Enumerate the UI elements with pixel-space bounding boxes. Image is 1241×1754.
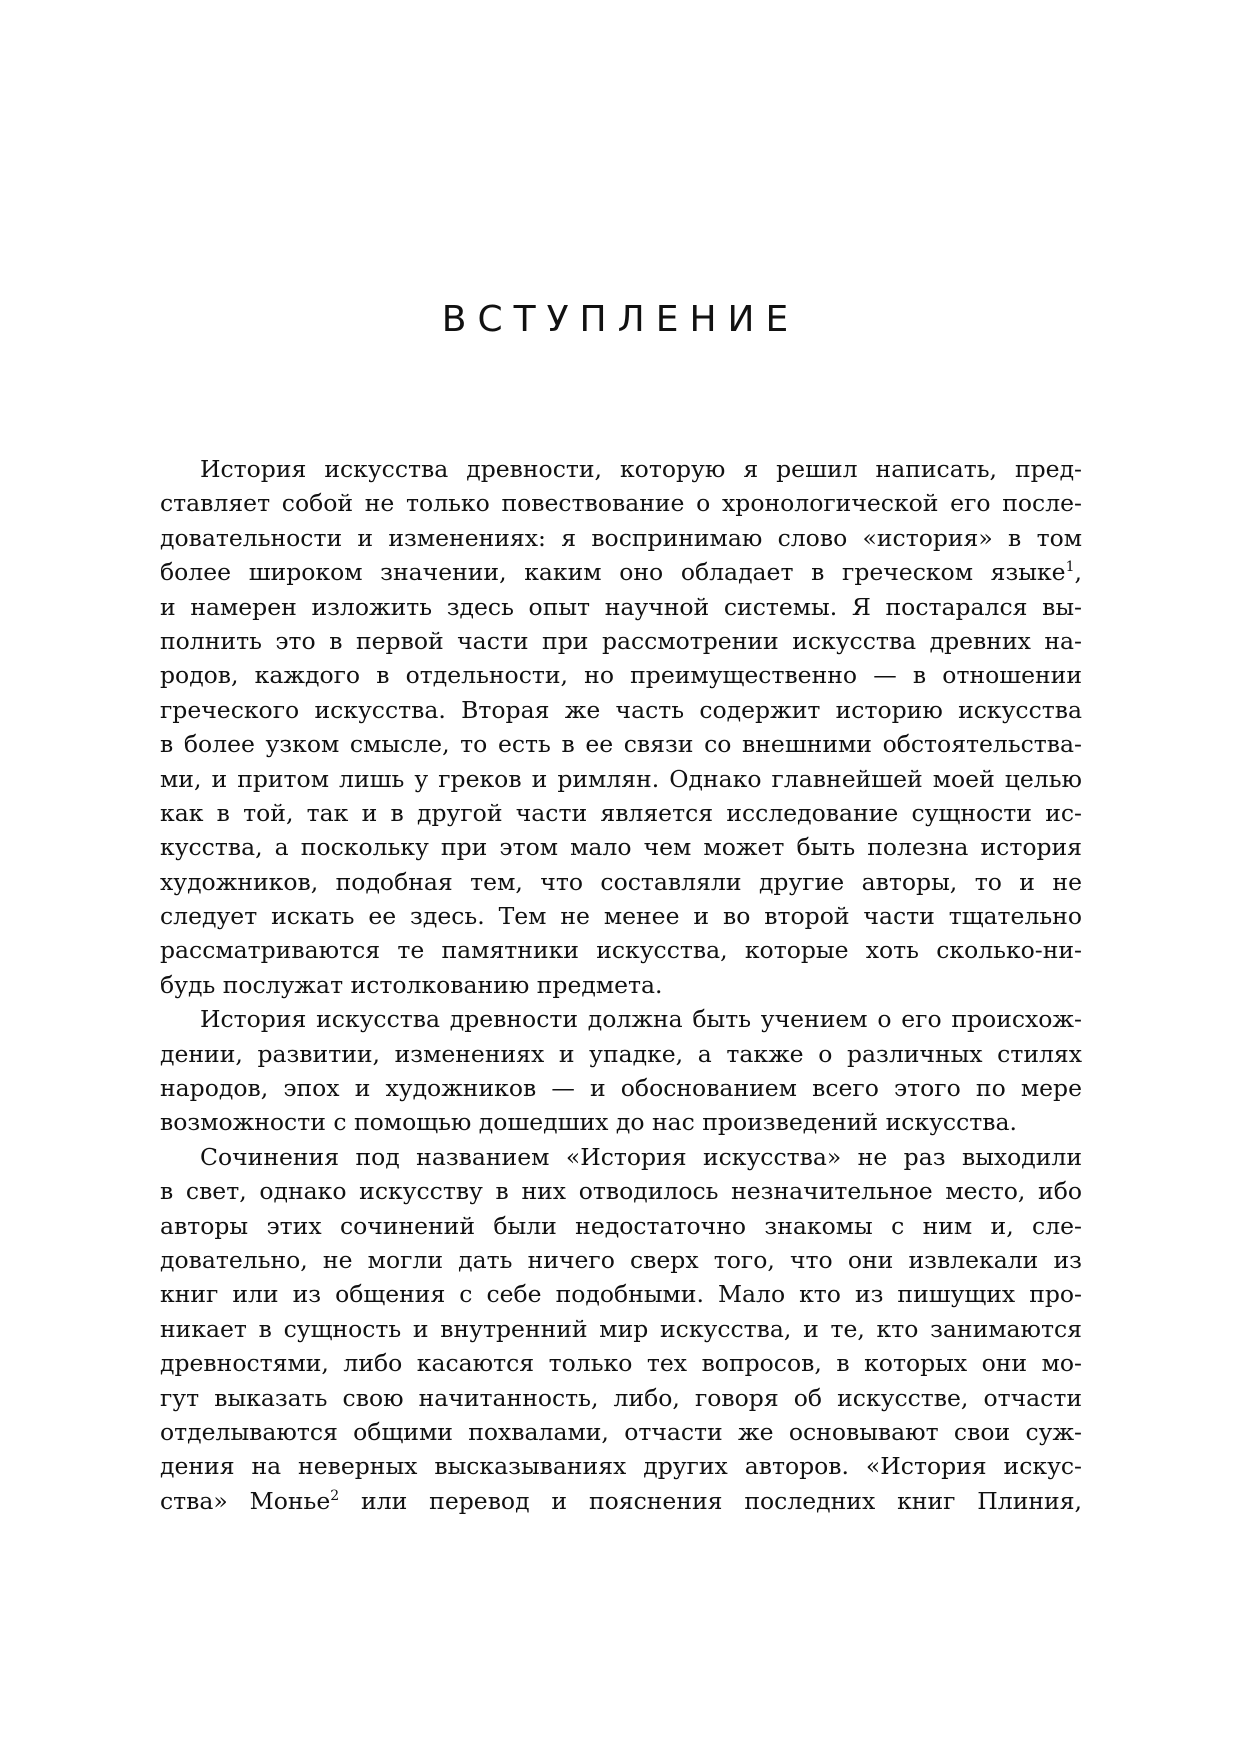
text-line: Сочинения под названием «История искусства» не раз выходили — [200, 1142, 1082, 1171]
text-line: довательности и изменениях: я воспринимаю слово «история» в том — [160, 523, 1082, 552]
text-line: книг или из общения с себе подобными. Мало кто из пишущих про- — [160, 1280, 1082, 1309]
text-line: возможности с помощью дошедших до нас произведений искусства. — [160, 1108, 1017, 1137]
paragraph-2 — [160, 1002, 1082, 1140]
text-line: древностями, либо касаются только тех вопросов, в которых они мо- — [160, 1349, 1082, 1378]
text-line: ставляет собой не только повествование о хронологической его после- — [160, 489, 1082, 518]
text-fragment: более широком значении, каким оно обладает в греческом языке — [160, 558, 1066, 587]
text-line: кусства, а поскольку при этом мало чем может быть полезна история — [160, 833, 1082, 862]
text-line: родов, каждого в отдельности, но преимущественно — в отношении — [160, 661, 1082, 690]
text-fragment: ства» Монье — [160, 1486, 331, 1515]
text-line: в более узком смысле, то есть в ее связи со внешними обстоятельства- — [160, 730, 1082, 759]
text-line: ми, и притом лишь у греков и римлян. Однако главнейшей моей целью — [160, 764, 1082, 793]
text-line: будь послужат истолкованию предмета. — [160, 970, 663, 999]
text-line: гут выказать свою начитанность, либо, говоря об искусстве, отчасти — [160, 1383, 1082, 1412]
text-line: довательно, не могли дать ничего сверх того, что они извлекали из — [160, 1245, 1082, 1274]
text-line: народов, эпох и художников — и обоснованием всего этого по мере — [160, 1074, 1082, 1103]
paragraph-1 — [160, 452, 1082, 1002]
text-line: отделываются общими похвалами, отчасти же основывают свои суж- — [160, 1417, 1082, 1446]
text-line: авторы этих сочинений были недостаточно знакомы с ним и, сле- — [160, 1211, 1082, 1240]
text-line: греческого искусства. Вторая же часть содержит историю искусства — [160, 695, 1082, 724]
text-line-with-footnote — [160, 1484, 1082, 1518]
text-line: художников, подобная тем, что составляли другие авторы, то и не — [160, 867, 1082, 896]
paragraph-3 — [160, 1140, 1082, 1518]
text-line-with-footnote — [160, 555, 1082, 589]
page-title: ВСТУПЛЕНИЕ — [441, 299, 800, 340]
text-line: в свет, однако искусству в них отводилось незначительное место, ибо — [160, 1177, 1082, 1206]
text-line: и намерен изложить здесь опыт научной системы. Я постарался вы- — [160, 592, 1082, 621]
text-line: полнить это в первой части при рассмотрении искусства древних на- — [160, 626, 1082, 655]
footnote-marker: 1 — [1065, 559, 1075, 576]
text-fragment: или перевод и пояснения последних книг Плиния, — [361, 1486, 1082, 1515]
text-fragment: , — [1074, 558, 1082, 587]
text-line: дении, развитии, изменениях и упадке, а также о различных стилях — [160, 1039, 1082, 1068]
text-line: как в той, так и в другой части является исследование сущности ис- — [160, 798, 1082, 827]
text-line: История искусства древности должна быть учением о его происхож- — [200, 1005, 1082, 1034]
footnote-marker: 2 — [330, 1487, 340, 1504]
text-line: никает в сущность и внутренний мир искусства, и те, кто занимаются — [160, 1314, 1082, 1343]
text-line: следует искать ее здесь. Тем не менее и во второй части тщательно — [160, 902, 1082, 931]
body-text — [160, 452, 1082, 1518]
text-line: История искусства древности, которую я решил написать, пред- — [200, 455, 1082, 483]
text-line: дения на неверных высказываниях других авторов. «История искус- — [160, 1452, 1082, 1481]
text-line: рассматриваются те памятники искусства, которые хоть сколько-ни- — [160, 936, 1082, 965]
